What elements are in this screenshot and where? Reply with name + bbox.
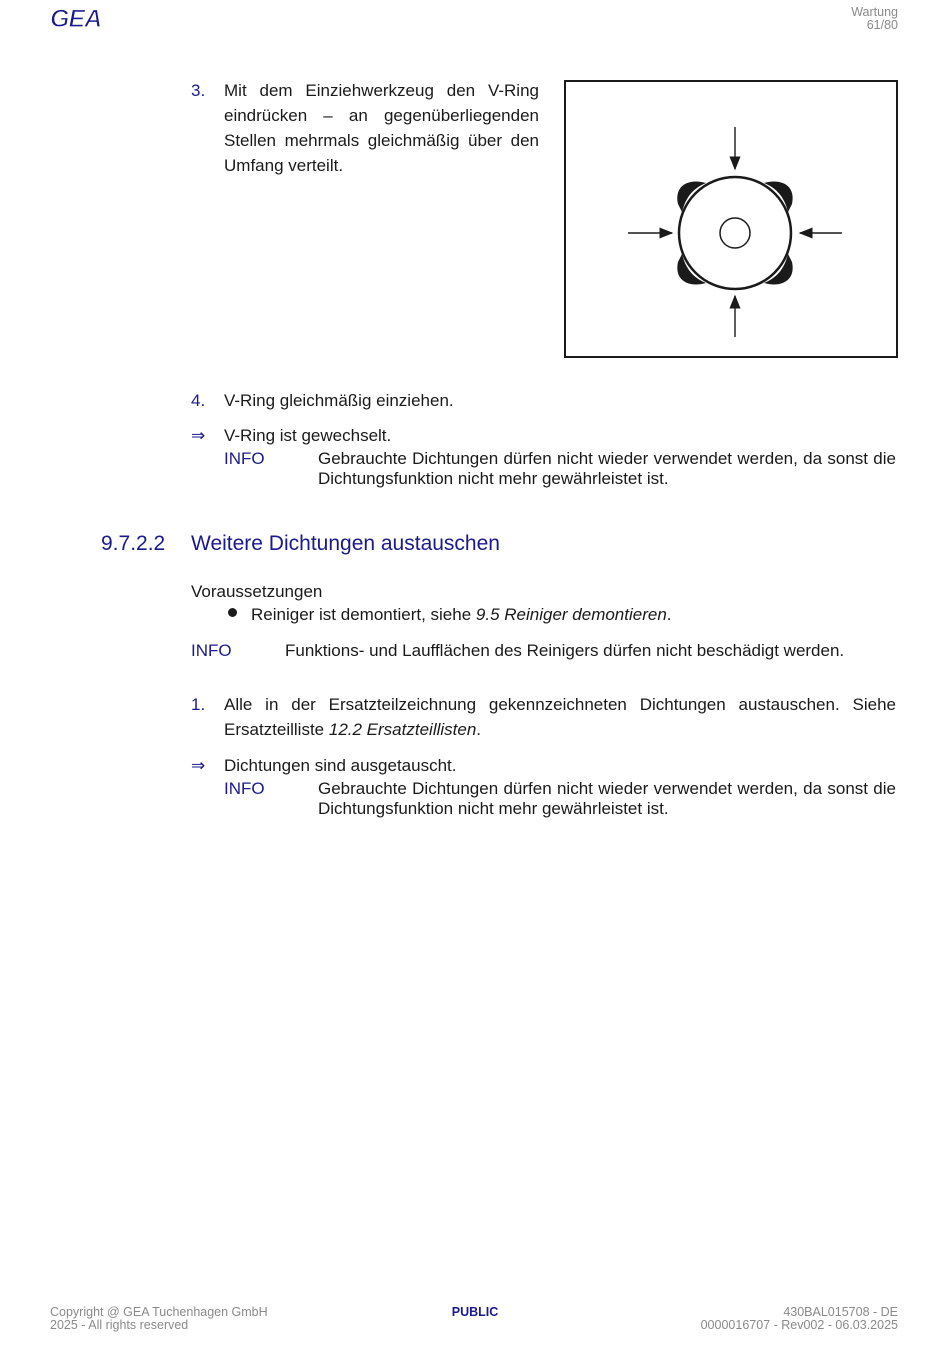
- info-2-label: INFO: [191, 641, 232, 660]
- result-2-text: Dichtungen sind ausgetauscht.: [224, 756, 457, 775]
- step-1-link[interactable]: 12.2 Ersatzteillisten: [328, 720, 477, 739]
- footer-classification: PUBLIC: [451, 1305, 499, 1319]
- result-1-info-label: INFO: [224, 449, 265, 468]
- gea-logo: [50, 6, 130, 30]
- footer-copyright-line2: 2025 - All rights reserved: [50, 1318, 189, 1332]
- prerequisites-label: Voraussetzungen: [191, 582, 323, 601]
- v-ring-illustration: [566, 82, 896, 356]
- result-2-info-label: INFO: [224, 779, 265, 798]
- header-section: Wartung: [851, 5, 898, 19]
- result-2-info-text: Gebrauchte Dichtungen dürfen nicht wieder verwendet werden, da sonst die Dichtungsfunktion nicht mehr gewährleistet ist.: [318, 779, 896, 818]
- section-title: Weitere Dichtungen austauschen: [191, 532, 500, 555]
- result-1-info-text: Gebrauchte Dichtungen dürfen nicht wieder verwendet werden, da sonst die Dichtungsfunktion nicht mehr gewährleistet ist.: [318, 449, 896, 488]
- step-3-number: 3.: [191, 81, 206, 100]
- result-2-arrow-icon: ⇒: [191, 756, 206, 775]
- footer-doc-line1: 430BAL015708 - DE: [783, 1305, 898, 1319]
- result-1-text: V-Ring ist gewechselt.: [224, 426, 392, 445]
- ring-inner: [720, 218, 750, 248]
- header-meta: [851, 6, 898, 32]
- step-1-end: .: [476, 720, 482, 739]
- logo-text: GEA: [50, 6, 102, 30]
- result-1-arrow-icon: ⇒: [191, 426, 206, 445]
- bullet-icon: [228, 608, 237, 617]
- step-4-text: V-Ring gleichmäßig einziehen.: [224, 391, 454, 410]
- step-4-number: 4.: [191, 391, 206, 410]
- footer-doc-line2: 0000016707 - Rev002 - 06.03.2025: [700, 1318, 898, 1332]
- prerequisite-item: [251, 602, 672, 627]
- footer-document-info: [701, 1306, 898, 1332]
- prerequisite-end: .: [666, 605, 672, 624]
- section-number: 9.7.2.2: [101, 532, 166, 555]
- footer-copyright-line1: Copyright @ GEA Tuchenhagen GmbH: [50, 1305, 268, 1319]
- v-ring-figure: [564, 80, 898, 358]
- step-3-text: Mit dem Einziehwerkzeug den V-Ring eindrücken – an gegenüberliegenden Stellen mehrmals gleichmäßig über den Umfang verteilt.: [224, 81, 539, 175]
- info-2-text: Funktions- und Laufflächen des Reinigers dürfen nicht beschädigt werden.: [285, 641, 845, 660]
- step-1-body: Alle in der Ersatzteilzeichnung gekennzeichneten Dichtungen austauschen. Siehe Ersatzteilliste: [224, 695, 896, 739]
- prerequisite-text: Reiniger ist demontiert, siehe: [251, 605, 476, 624]
- step-1-number: 1.: [191, 695, 206, 714]
- step-1-text: [224, 692, 896, 742]
- header-page-number: 61/80: [866, 18, 898, 32]
- prerequisite-link[interactable]: 9.5 Reiniger demontieren: [475, 605, 667, 624]
